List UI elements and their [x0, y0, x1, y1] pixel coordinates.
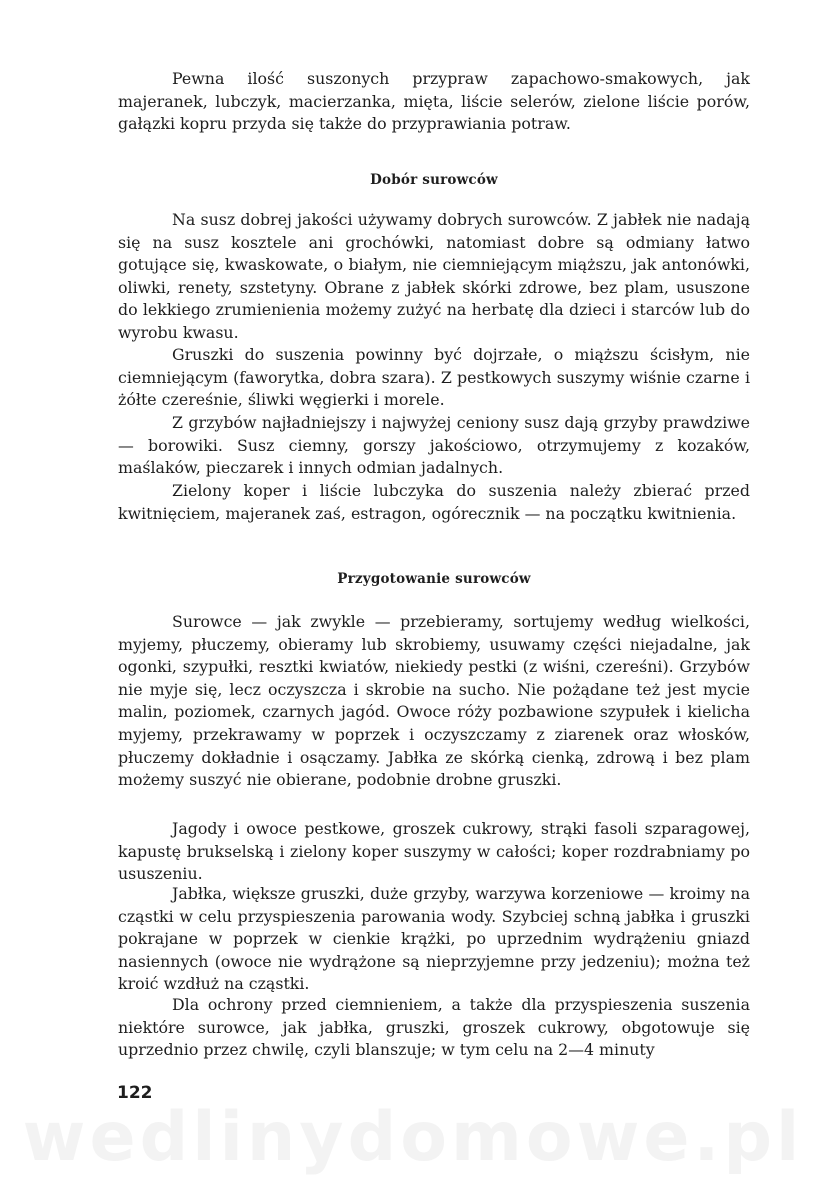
paragraph: Z grzybów najładniejszy i najwyżej ceniony susz dają grzyby prawdziwe — borowiki. Susz ciemny, gorszy jakościowo, otrzymujemy z kozaków, maślaków, pieczarek i innych odmian jadalnych.	[118, 413, 750, 478]
section-heading-przygotowanie-surowcow: Przygotowanie surowców	[337, 571, 531, 587]
paragraph: Jagody i owoce pestkowe, groszek cukrowy, strąki fasoli szparagowej, kapustę brukselską i zielony koper suszymy w całości; koper rozdrabniamy po ususzeniu.	[118, 819, 750, 884]
paragraph: Na susz dobrej jakości używamy dobrych surowców. Z jabłek nie nadają się na susz kosztele ani grochówki, natomiast dobre są odmiany łatwo gotujące się, kwaskowate, o białym, nie ciemniejącym miąższu, jak antonówki, oliwki, renety, szstetyny. Obrane z jabłek skórki zdrowe, bez plam, ususzone do lekkiego zrumienienia możemy zużyć na herbatę dla dzieci i starców lub do wyrobu kwasu.	[118, 210, 750, 342]
paragraph: Zielony koper i liście lubczyka do suszenia należy zbierać przed kwitnięciem, majeranek zaś, estragon, ogórecznik — na początku kwitnienia.	[118, 481, 750, 523]
paragraph: Surowce — jak zwykle — przebieramy, sortujemy według wielkości, myjemy, płuczemy, obieramy lub skrobiemy, usuwamy części niejadalne, jak ogonki, szypułki, resztki kwiatów, niekiedy pestki (z wiśni, czereśni). Grzybów nie myje się, lecz oczyszcza i skrobie na sucho. Nie pożądane też jest mycie malin, poziomek, czarnych jagód. Owoce róży pozbawione szypułek i kielicha myjemy, przekrawamy w poprzek i oczyszczamy z ziarenek oraz włosków, płuczemy dokładnie i osączamy. Jabłka ze skórką cienką, zdrową i bez plam możemy suszyć nie obierane, podobnie drobne gruszki.	[118, 612, 750, 790]
paragraph: Dla ochrony przed ciemnieniem, a także dla przyspieszenia suszenia niektóre surowce, jak jabłka, gruszki, groszek cukrowy, obgotowuje się uprzednio przez chwilę, czyli blanszuje; w tym celu na 2—4 minuty	[118, 995, 750, 1060]
watermark: wedlinydomowe.pl	[22, 1098, 804, 1177]
page-number: 122	[117, 1083, 153, 1103]
section-heading-dobor-surowcow: Dobór surowców	[370, 172, 498, 188]
intro-paragraph: Pewna ilość suszonych przypraw zapachowo-smakowych, jak majeranek, lubczyk, macierzanka, mięta, liście selerów, zielone liście porów, gałązki kopru przyda się także do przyprawiania potraw.	[118, 69, 750, 134]
paragraph: Gruszki do suszenia powinny być dojrzałe, o miąższu ścisłym, nie ciemniejącym (faworytka, dobra szara). Z pestkowych suszymy wiśnie czarne i żółte czereśnie, śliwki węgierki i morele.	[118, 345, 750, 410]
paragraph: Jabłka, większe gruszki, duże grzyby, warzywa korzeniowe — kroimy na cząstki w celu przyspieszenia parowania wody. Szybciej schną jabłka i gruszki pokrajane w poprzek w cienkie krążki, po uprzednim wydrążeniu gniazd nasiennych (owoce nie wydrążone są nieprzyjemne przy jedzeniu); można też kroić wzdłuż na cząstki.	[118, 884, 750, 994]
